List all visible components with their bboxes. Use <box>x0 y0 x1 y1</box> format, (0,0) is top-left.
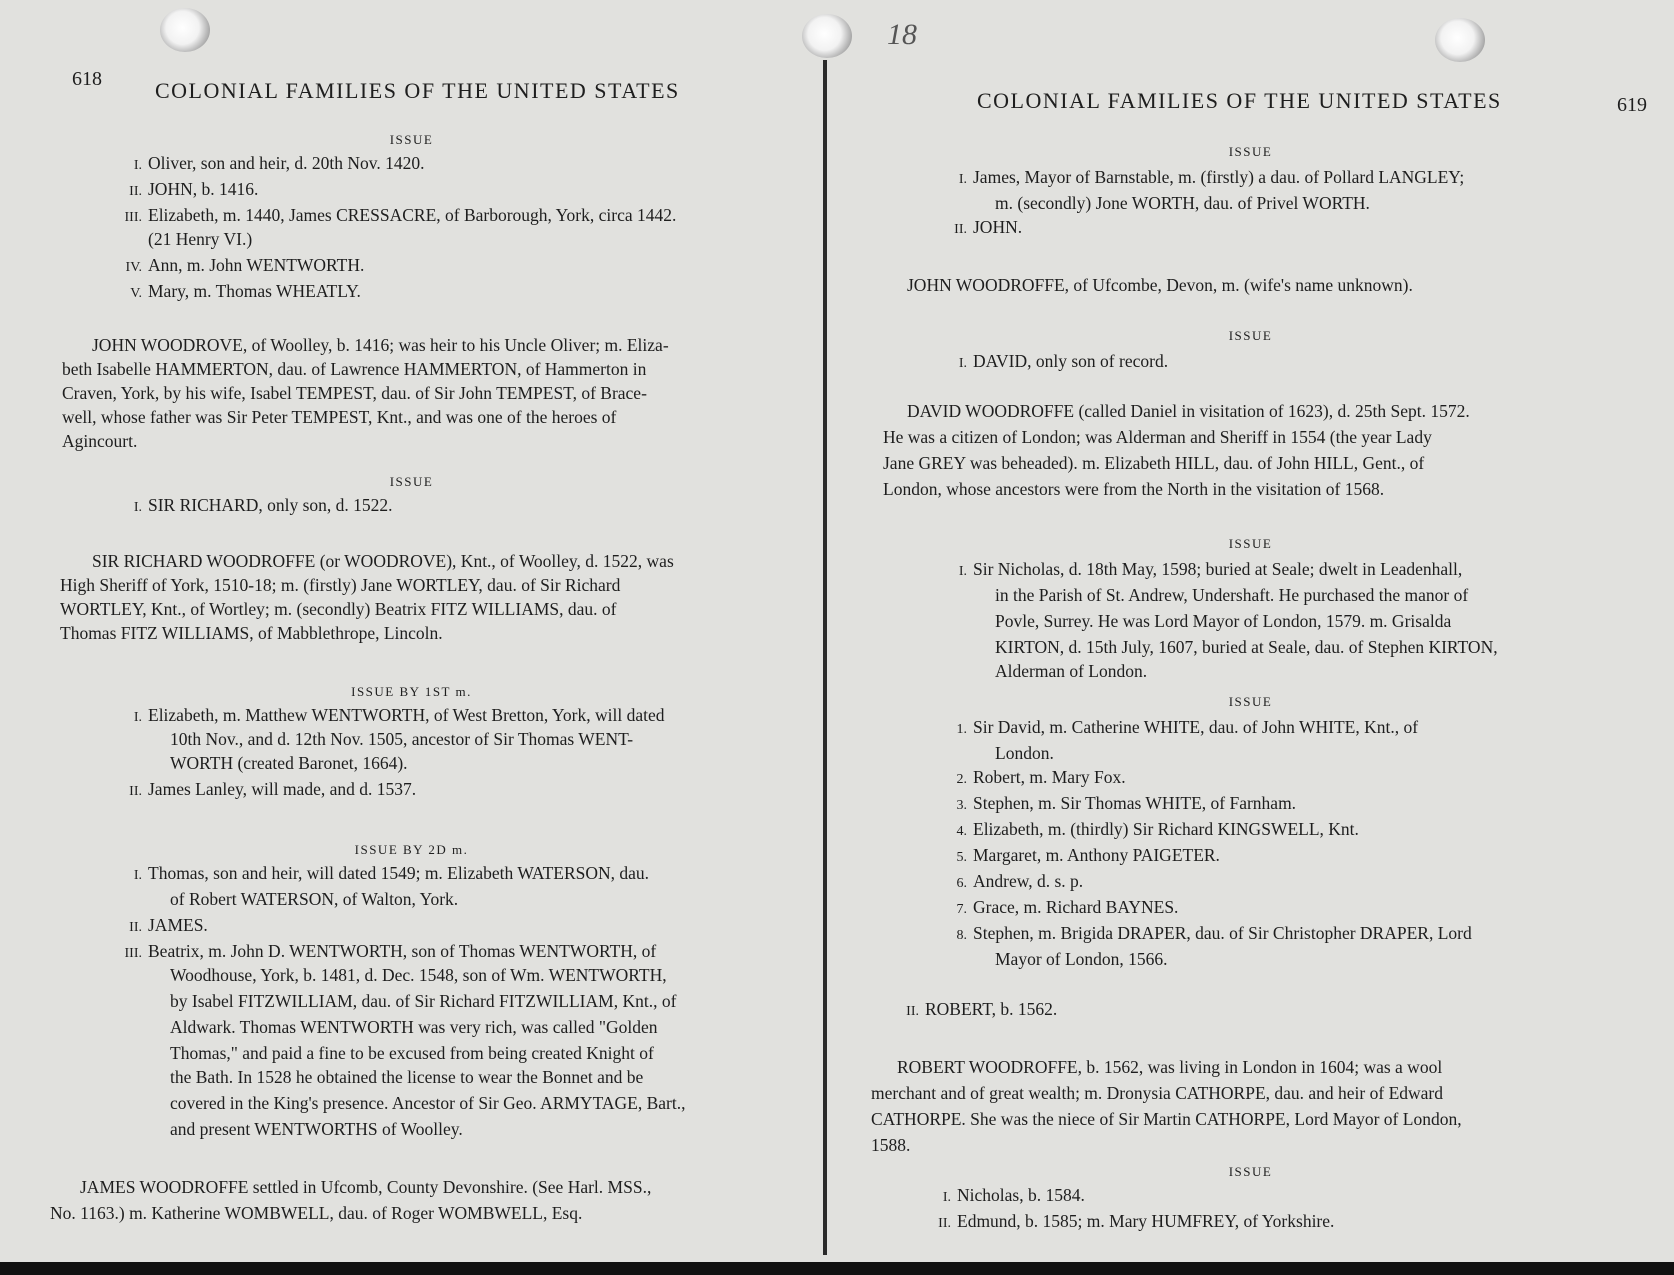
list-item: the Bath. In 1528 he obtained the license to wear the Bonnet and be <box>170 1067 644 1087</box>
list-item: III. Elizabeth, m. 1440, James CRESSACRE, of Barborough, York, circa 1442. <box>124 205 677 225</box>
list-item: Aldwark. Thomas WENTWORTH was very rich, was called "Golden <box>170 1017 658 1037</box>
running-head: COLONIAL FAMILIES OF THE UNITED STATES <box>977 88 1502 113</box>
list-item: in the Parish of St. Andrew, Undershaft. He purchased the manor of <box>995 585 1469 605</box>
paragraph-line: ROBERT WOODROFFE, b. 1562, was living in London in 1604; was a wool <box>897 1057 1443 1077</box>
list-item: covered in the King's presence. Ancestor of Sir Geo. ARMYTAGE, Bart., <box>170 1093 686 1113</box>
list-item: 6. Andrew, d. s. p. <box>956 871 1084 891</box>
issue-heading: ISSUE BY 2D m. <box>354 842 469 857</box>
list-item: Povle, Surrey. He was Lord Mayor of London, 1579. m. Grisalda <box>995 611 1452 631</box>
paragraph-line: 1588. <box>871 1135 911 1155</box>
list-item: 4. Elizabeth, m. (thirdly) Sir Richard KINGSWELL, Knt. <box>956 819 1359 839</box>
paragraph-line: WORTLEY, Knt., of Wortley; m. (secondly) Beatrix FITZ WILLIAMS, dau. of <box>60 599 617 619</box>
list-item: V. Mary, m. Thomas WHEATLY. <box>130 281 361 301</box>
list-item: m. (secondly) Jone WORTH, dau. of Privel WORTH. <box>995 193 1370 213</box>
list-item: WORTH (created Baronet, 1664). <box>170 753 408 773</box>
handwritten-mark: 18 <box>887 18 917 51</box>
paragraph-line: JOHN WOODROVE, of Woolley, b. 1416; was heir to his Uncle Oliver; m. Eliza- <box>92 335 669 355</box>
issue-heading: ISSUE <box>1228 144 1273 159</box>
list-item: (21 Henry VI.) <box>148 229 253 249</box>
list-item: II. JAMES. <box>129 915 208 935</box>
list-item: I. DAVID, only son of record. <box>958 351 1169 371</box>
list-item: III. Beatrix, m. John D. WENTWORTH, son of Thomas WENTWORTH, of <box>124 941 657 961</box>
list-item: I. Sir Nicholas, d. 18th May, 1598; buried at Seale; dwelt in Leadenhall, <box>958 559 1463 579</box>
paragraph-line: High Sheriff of York, 1510-18; m. (firstly) Jane WORTLEY, dau. of Sir Richard <box>60 575 621 595</box>
list-item: II. Edmund, b. 1585; m. Mary HUMFREY, of Yorkshire. <box>938 1211 1335 1231</box>
list-item: 2. Robert, m. Mary Fox. <box>956 767 1126 787</box>
list-item: London. <box>995 743 1054 763</box>
list-item: I. Oliver, son and heir, d. 20th Nov. 1420. <box>133 153 425 173</box>
paragraph-line: Agincourt. <box>62 431 138 451</box>
list-item: 1. Sir David, m. Catherine WHITE, dau. of John WHITE, Knt., of <box>956 717 1419 737</box>
list-item: 3. Stephen, m. Sir Thomas WHITE, of Farnham. <box>956 793 1297 813</box>
page-number: 618 <box>72 68 102 90</box>
paragraph-line: DAVID WOODROFFE (called Daniel in visitation of 1623), d. 25th Sept. 1572. <box>907 401 1470 421</box>
list-item: Mayor of London, 1566. <box>995 949 1168 969</box>
list-item: II. James Lanley, will made, and d. 1537. <box>129 779 417 799</box>
list-item: I. SIR RICHARD, only son, d. 1522. <box>133 495 393 515</box>
list-item: Woodhouse, York, b. 1481, d. Dec. 1548, son of Wm. WENTWORTH, <box>170 965 667 985</box>
list-item: I. Nicholas, b. 1584. <box>942 1185 1085 1205</box>
paragraph-line: No. 1163.) m. Katherine WOMBWELL, dau. of Roger WOMBWELL, Esq. <box>50 1203 583 1223</box>
list-item: of Robert WATERSON, of Walton, York. <box>170 889 459 909</box>
issue-heading: ISSUE <box>389 132 434 147</box>
paragraph-line: merchant and of great wealth; m. Dronysia CATHORPE, dau. and heir of Edward <box>871 1083 1443 1103</box>
paragraph-line: JOHN WOODROFFE, of Ufcombe, Devon, m. (wife's name unknown). <box>907 275 1413 295</box>
list-item: 10th Nov., and d. 12th Nov. 1505, ancestor of Sir Thomas WENT- <box>170 729 634 749</box>
paragraph-line: London, whose ancestors were from the North in the visitation of 1568. <box>883 479 1385 499</box>
list-item: by Isabel FITZWILLIAM, dau. of Sir Richard FITZWILLIAM, Knt., of <box>170 991 677 1011</box>
list-item: KIRTON, d. 15th July, 1607, buried at Seale, dau. of Stephen KIRTON, <box>995 637 1498 657</box>
paragraph-line: SIR RICHARD WOODROFFE (or WOODROVE), Knt., of Woolley, d. 1522, was <box>92 551 674 571</box>
list-item: Alderman of London. <box>995 661 1148 681</box>
paragraph-line: Jane GREY was beheaded). m. Elizabeth HILL, dau. of John HILL, Gent., of <box>883 453 1425 473</box>
paragraph-line: CATHORPE. She was the niece of Sir Martin CATHORPE, Lord Mayor of London, <box>871 1109 1462 1129</box>
scan-edge <box>0 1262 1674 1275</box>
left-page <box>0 0 823 1262</box>
list-item: II. ROBERT, b. 1562. <box>906 999 1058 1019</box>
page-number: 619 <box>1617 94 1647 116</box>
list-item: and present WENTWORTHS of Woolley. <box>170 1119 463 1139</box>
paragraph-line: beth Isabelle HAMMERTON, dau. of Lawrence HAMMERTON, of Hammerton in <box>62 359 647 379</box>
list-item: 7. Grace, m. Richard BAYNES. <box>956 897 1179 917</box>
paragraph-line: well, whose father was Sir Peter TEMPEST, Knt., and was one of the heroes of <box>62 407 617 427</box>
list-item: IV. Ann, m. John WENTWORTH. <box>125 255 365 275</box>
list-item: II. JOHN. <box>954 217 1023 237</box>
issue-heading: ISSUE <box>1228 536 1273 551</box>
issue-heading: ISSUE <box>389 474 434 489</box>
list-item: 8. Stephen, m. Brigida DRAPER, dau. of Sir Christopher DRAPER, Lord <box>956 923 1472 943</box>
list-item: Thomas," and paid a fine to be excused from being created Knight of <box>170 1043 654 1063</box>
paragraph-line: JAMES WOODROFFE settled in Ufcomb, County Devonshire. (See Harl. MSS., <box>80 1177 652 1197</box>
issue-heading: ISSUE <box>1228 328 1273 343</box>
paragraph-line: Thomas FITZ WILLIAMS, of Mabblethrope, Lincoln. <box>60 623 443 643</box>
running-head: COLONIAL FAMILIES OF THE UNITED STATES <box>155 78 680 103</box>
issue-heading: ISSUE <box>1228 694 1273 709</box>
list-item: I. Thomas, son and heir, will dated 1549; m. Elizabeth WATERSON, dau. <box>133 863 650 883</box>
issue-heading: ISSUE BY 1ST m. <box>351 684 472 699</box>
paragraph-line: He was a citizen of London; was Alderman and Sheriff in 1554 (the year Lady <box>883 427 1432 447</box>
list-item: II. JOHN, b. 1416. <box>129 179 259 199</box>
list-item: 5. Margaret, m. Anthony PAIGETER. <box>956 845 1220 865</box>
list-item: I. Elizabeth, m. Matthew WENTWORTH, of West Bretton, York, will dated <box>133 705 665 725</box>
paragraph-line: Craven, York, by his wife, Isabel TEMPEST, dau. of Sir John TEMPEST, of Brace- <box>62 383 647 403</box>
right-page <box>827 0 1674 1262</box>
issue-heading: ISSUE <box>1228 1164 1273 1179</box>
list-item: I. James, Mayor of Barnstable, m. (firstly) a dau. of Pollard LANGLEY; <box>958 167 1465 187</box>
